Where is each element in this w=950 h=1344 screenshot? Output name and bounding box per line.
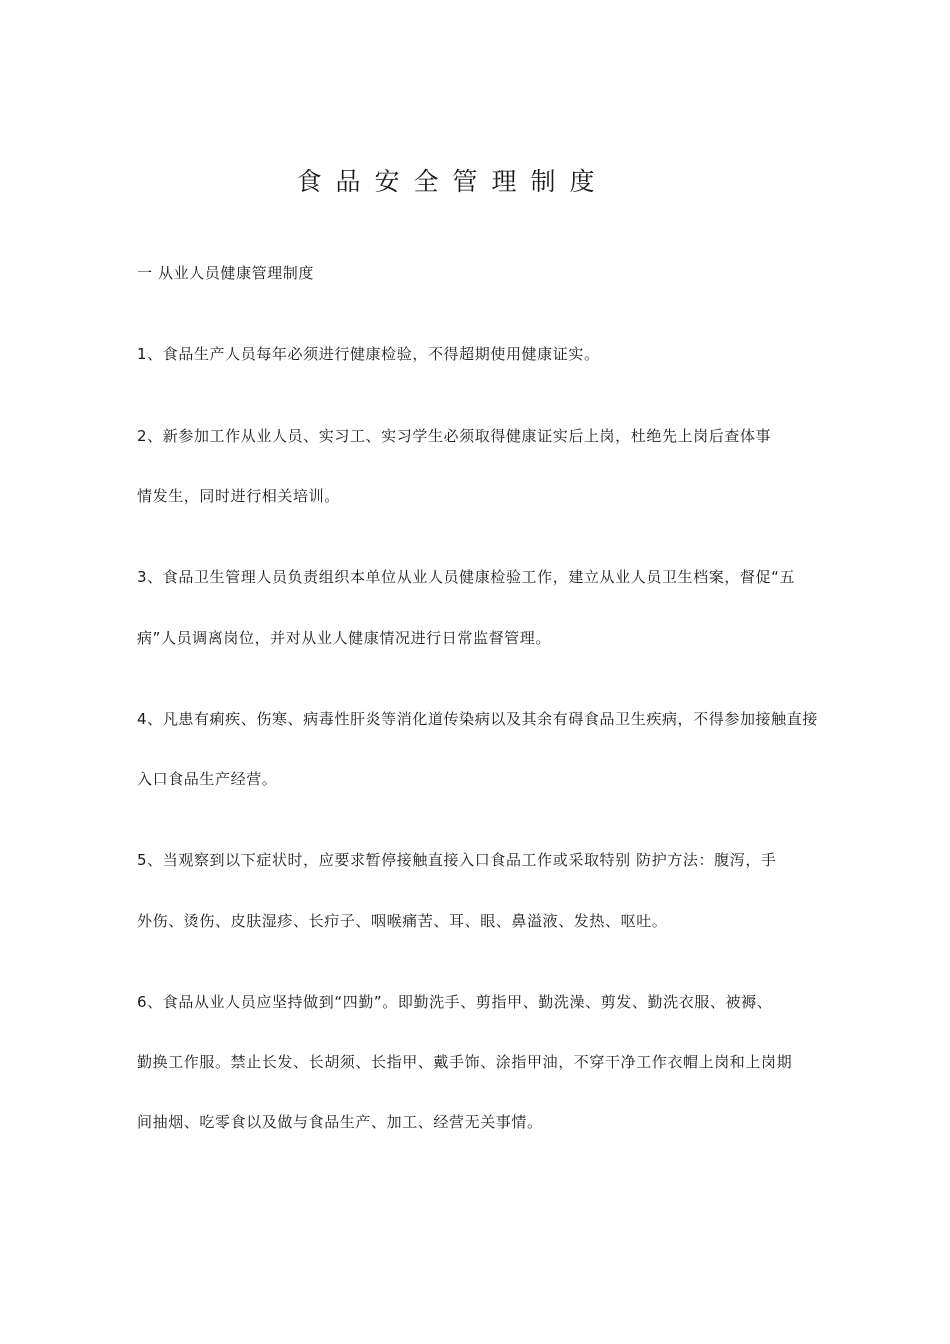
paragraph-line: 间抽烟、吃零食以及做与食品生产、加工、经营无关事情。 xyxy=(137,1113,543,1131)
paragraph-line: 1、食品生产人员每年必须进行健康检验，不得超期使用健康证实。 xyxy=(137,345,600,363)
paragraph-line: 勤换工作服。禁止长发、长胡须、长指甲、戴手饰、涂指甲油，不穿干净工作衣帽上岗和上岗期 xyxy=(137,1053,793,1071)
document-title: 食品安全管理制度 xyxy=(296,167,609,196)
paragraph-line: 3、食品卫生管理人员负责组织本单位从业人员健康检验工作，建立从业人员卫生档案，督促“五 xyxy=(137,568,796,586)
paragraph-line: 入口食品生产经营。 xyxy=(137,770,278,788)
paragraph-line: 4、凡患有痢疾、伤寒、病毒性肝炎等消化道传染病以及其余有碍食品卫生疾病，不得参加接触直接 xyxy=(137,710,818,728)
paragraph-line: 病”人员调离岗位，并对从业人健康情况进行日常监督管理。 xyxy=(137,629,551,647)
paragraph-line: 2、新参加工作从业人员、实习工、实习学生必须取得健康证实后上岗，杜绝先上岗后查体事 xyxy=(137,427,772,445)
paragraph-line: 6、食品从业人员应坚持做到“四勤”。即勤洗手、剪指甲、勤洗澡、剪发、勤洗衣服、被褥、 xyxy=(137,993,773,1011)
paragraph-line: 情发生，同时进行相关培训。 xyxy=(137,487,340,505)
paragraph-line: 外伤、烫伤、皮肤湿疹、长疖子、咽喉痛苦、耳、眼、鼻溢液、发热、呕吐。 xyxy=(137,912,668,930)
section-heading: 一 从业人员健康管理制度 xyxy=(137,264,314,282)
paragraph-line: 5、当观察到以下症状时，应要求暂停接触直接入口食品工作或采取特别 防护方法：腹泻，手 xyxy=(137,851,777,869)
